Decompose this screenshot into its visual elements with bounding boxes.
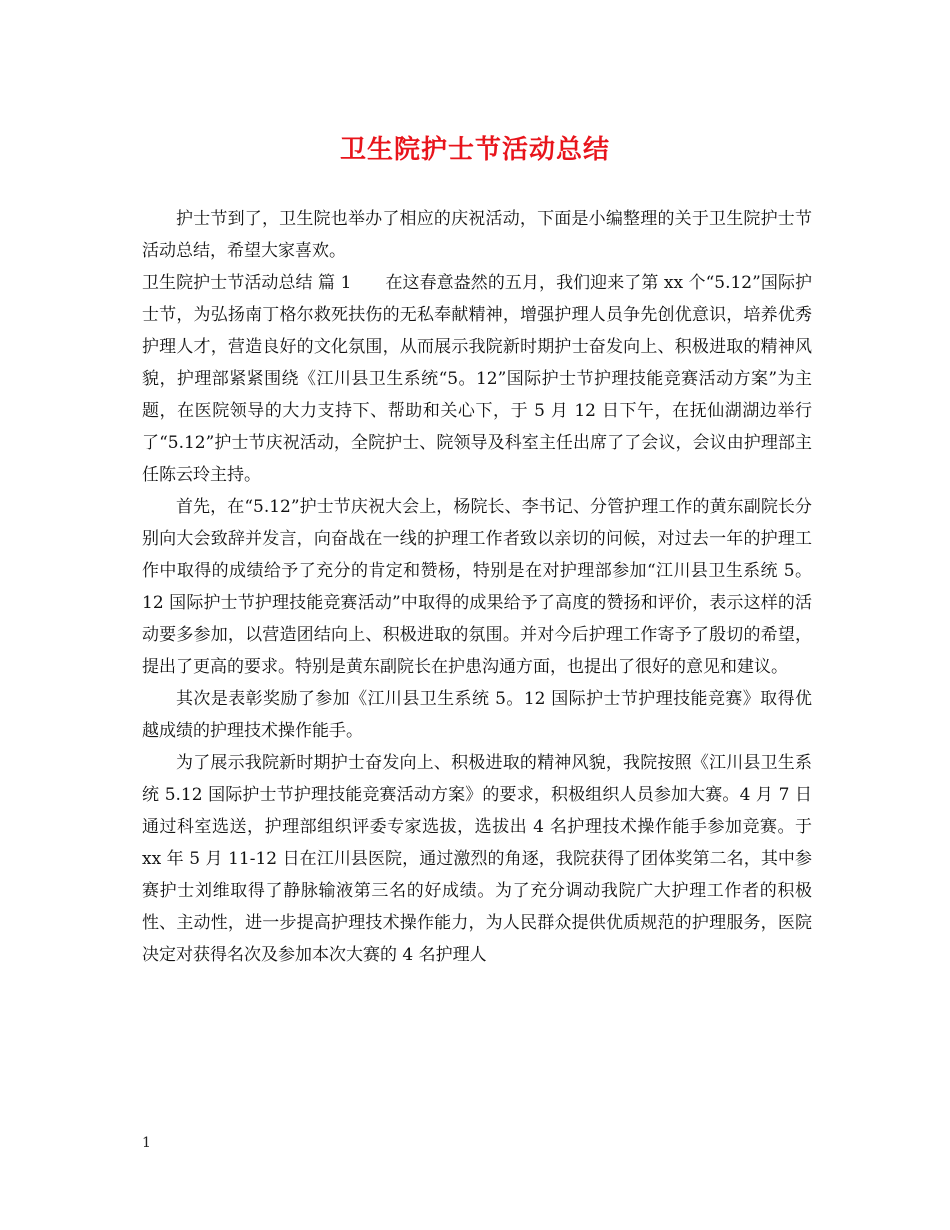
page-number: 1 bbox=[142, 1135, 151, 1151]
document-body bbox=[142, 203, 812, 971]
section-heading: 卫生院护士节活动总结 篇 1 bbox=[142, 273, 352, 293]
paragraph-1: 在这春意盎然的五月，我们迎来了第 xx 个“5.12”国际护士节，为弘扬南丁格尔救死扶伤的无私奉献精神，增强护理人员争先创优意识，培养优秀护理人才，营造良好的文化氛围，从而展示我院新时期护士奋发向上、积极进取的精神风貌，护理部紧紧围绕《江川县卫生系统“5。12”国际护士节护理技能竞赛活动方案”为主题，在医院领导的大力支持下、帮助和关心下，于 5 月 12 日下午，在抚仙湖湖边举行了“5.12”护士节庆祝活动，全院护士、院领导及科室主任出席了了会议，会议由护理部主任陈云玲主持。 bbox=[142, 273, 812, 485]
intro-paragraph: 护士节到了，卫生院也举办了相应的庆祝活动，下面是小编整理的关于卫生院护士节活动总结，希望大家喜欢。 bbox=[142, 209, 812, 261]
paragraph-2: 首先，在“5.12”护士节庆祝大会上，杨院长、李书记、分管护理工作的黄东副院长分别向大会致辞并发言，向奋战在一线的护理工作者致以亲切的问候，对过去一年的护理工作中取得的成绩给予了充分的肯定和赞杨，特别是在对护理部参加“江川县卫生系统 5。12 国际护士节护理技能竞赛活动”中取得的成果给予了高度的赞扬和评价，表示这样的活动要多参加，以营造团结向上、积极进取的氛围。并对今后护理工作寄予了殷切的希望，提出了更高的要求。特别是黄东副院长在护患沟通方面，也提出了很好的意见和建议。 bbox=[142, 497, 812, 677]
document-title: 卫生院护士节活动总结 bbox=[339, 135, 610, 165]
paragraph-3: 其次是表彰奖励了参加《江川县卫生系统 5。12 国际护士节护理技能竞赛》取得优越成绩的护理技术操作能手。 bbox=[142, 689, 812, 741]
section-heading-line bbox=[142, 267, 812, 491]
paragraph-4: 为了展示我院新时期护士奋发向上、积极进取的精神风貌，我院按照《江川县卫生系统 5.12 国际护士节护理技能竞赛活动方案》的要求，积极组织人员参加大赛。4 月 7 日通过科室选送，护理部组织评委专家选拔，选拔出 4 名护理技术操作能手参加竞赛。于 xx 年 5 月 11-12 日在江川县医院，通过激烈的角逐，我院获得了团体奖第二名，其中参赛护士刘维取得了静脉输液第三名的好成绩。为了充分调动我院广大护理工作者的积极性、主动性，进一步提高护理技术操作能力，为人民群众提供优质规范的护理服务，医院决定对获得名次及参加本次大赛的 4 名护理人 bbox=[142, 753, 812, 965]
